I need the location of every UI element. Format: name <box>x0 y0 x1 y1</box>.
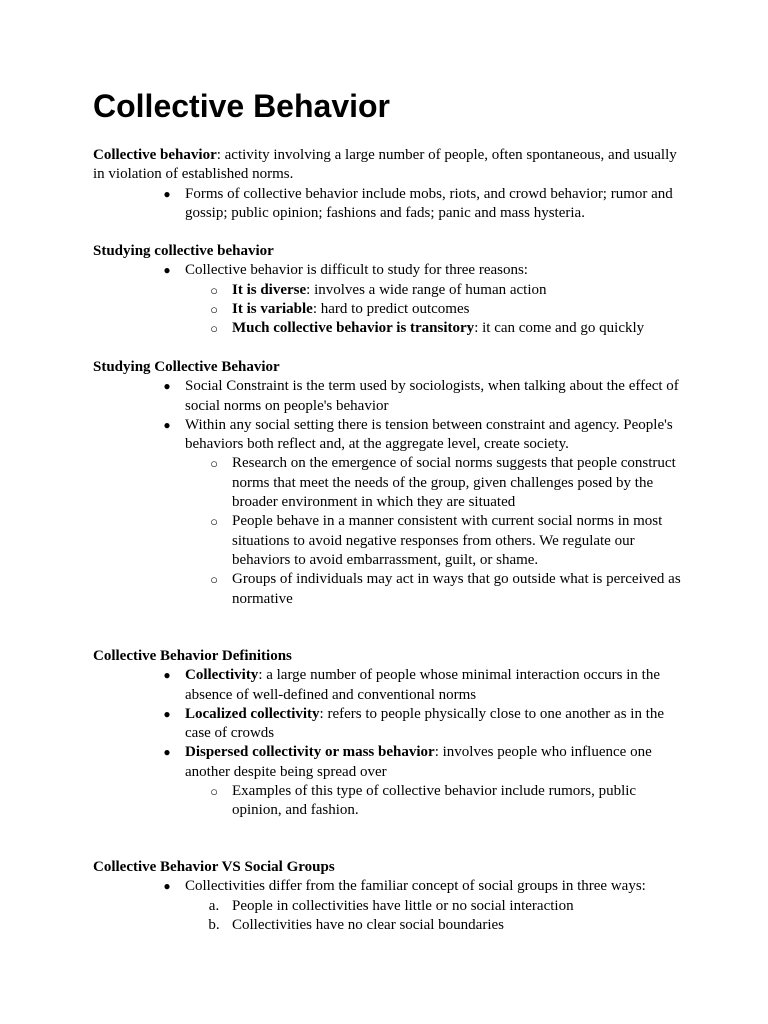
bullet-disc-icon: ● <box>163 263 171 278</box>
intro-section <box>93 146 683 223</box>
list-item <box>93 877 683 896</box>
bullet-text: Within any social setting there is tension between constraint and agency. People's behaviors both reflect and, at the aggregate level, create society. <box>185 416 673 453</box>
bullet-text: Collective behavior is difficult to study for three reasons: <box>185 262 528 279</box>
sub-list-item <box>93 281 683 300</box>
intro-term: Collective behavior <box>93 147 217 163</box>
sub-list-item <box>93 454 683 512</box>
section-heading: Studying collective behavior <box>93 243 274 259</box>
versus-section <box>93 858 683 935</box>
ordered-item-text: Collectivities have no clear social boundaries <box>232 916 504 933</box>
sub-bullet-text: Examples of this type of collective behavior include rumors, public opinion, and fashion. <box>232 783 637 819</box>
bullet-disc-icon: ● <box>163 379 171 394</box>
ordered-item-text: People in collectivities have little or no social interaction <box>232 897 574 914</box>
section-heading: Collective Behavior VS Social Groups <box>93 859 335 875</box>
list-item <box>93 705 683 744</box>
definition-term: Localized collectivity <box>185 705 320 722</box>
list-item <box>93 377 683 416</box>
bullet-disc-icon: ● <box>163 668 171 683</box>
reason-text: : hard to predict outcomes <box>312 300 470 317</box>
bullet-circle-icon: ○ <box>210 321 218 337</box>
sub-bullet-text: Groups of individuals may act in ways that go outside what is perceived as normative <box>232 571 681 607</box>
bullet-circle-icon: ○ <box>210 572 218 588</box>
list-item <box>93 743 683 782</box>
list-item <box>93 666 683 705</box>
definition-term: Collectivity <box>185 667 259 684</box>
definition-text: : refers to people physically close to one another as in the case of crowds <box>185 705 665 742</box>
bullet-text: Social Constraint is the term used by sociologists, when talking about the effect of social norms on people's behavior <box>185 378 679 414</box>
bullet-disc-icon: ● <box>163 706 171 721</box>
list-marker: a. <box>208 897 220 914</box>
definition-text: : a large number of people whose minimal interaction occurs in the absence of well-defined and conventional norms <box>185 667 660 703</box>
studying-section-1 <box>93 242 683 338</box>
intro-paragraph <box>93 146 683 185</box>
sub-list-item <box>93 319 683 338</box>
bullet-circle-icon: ○ <box>210 784 218 800</box>
sub-list-item <box>93 570 683 609</box>
sub-bullet-text: Research on the emergence of social norms suggests that people construct norms that meet the needs of the group, given challenges posed by the broader environment in which they are situated <box>232 455 676 511</box>
bullet-text: Collectivities differ from the familiar concept of social groups in three ways: <box>185 878 646 895</box>
studying-section-2 <box>93 358 683 609</box>
section-heading: Studying Collective Behavior <box>93 359 280 375</box>
sub-list-item <box>93 782 683 821</box>
ordered-list-item <box>93 897 683 916</box>
bullet-circle-icon: ○ <box>210 301 218 317</box>
intro-bullet <box>93 185 683 224</box>
sub-list-item <box>93 512 683 570</box>
section-heading: Collective Behavior Definitions <box>93 648 292 664</box>
document-title: Collective Behavior <box>93 88 390 124</box>
bullet-circle-icon: ○ <box>210 514 218 530</box>
bullet-disc-icon: ● <box>163 745 171 760</box>
sub-list-item <box>93 300 683 319</box>
definitions-section <box>93 647 683 821</box>
bullet-disc-icon: ● <box>163 417 171 432</box>
list-item <box>93 261 683 280</box>
bullet-circle-icon: ○ <box>210 282 218 298</box>
bullet-text: Forms of collective behavior include mobs, riots, and crowd behavior; rumor and gossip; public opinion; fashions and fads; panic and mass hysteria. <box>185 185 673 221</box>
list-item <box>93 416 683 455</box>
list-marker: b. <box>208 916 220 933</box>
bullet-disc-icon: ● <box>163 186 171 201</box>
reason-term: Much collective behavior is transitory <box>232 320 475 337</box>
definition-text: : involves people who influence one another despite being spread over <box>185 744 652 780</box>
reason-term: It is variable <box>232 300 313 317</box>
reason-text: : it can come and go quickly <box>474 320 645 337</box>
reason-text: : involves a wide range of human action <box>306 281 547 298</box>
intro-definition: : activity involving a large number of people, often spontaneous, and usually in violation of established norms. <box>93 147 677 183</box>
bullet-disc-icon: ● <box>163 879 171 894</box>
bullet-circle-icon: ○ <box>210 456 218 472</box>
ordered-list-item <box>93 916 683 935</box>
reason-term: It is diverse <box>232 281 307 298</box>
definition-term: Dispersed collectivity or mass behavior <box>185 744 435 761</box>
sub-bullet-text: People behave in a manner consistent with current social norms in most situations to avoid negative responses from others. We regulate our behaviors to avoid embarrassment, guilt, or shame. <box>232 513 663 568</box>
